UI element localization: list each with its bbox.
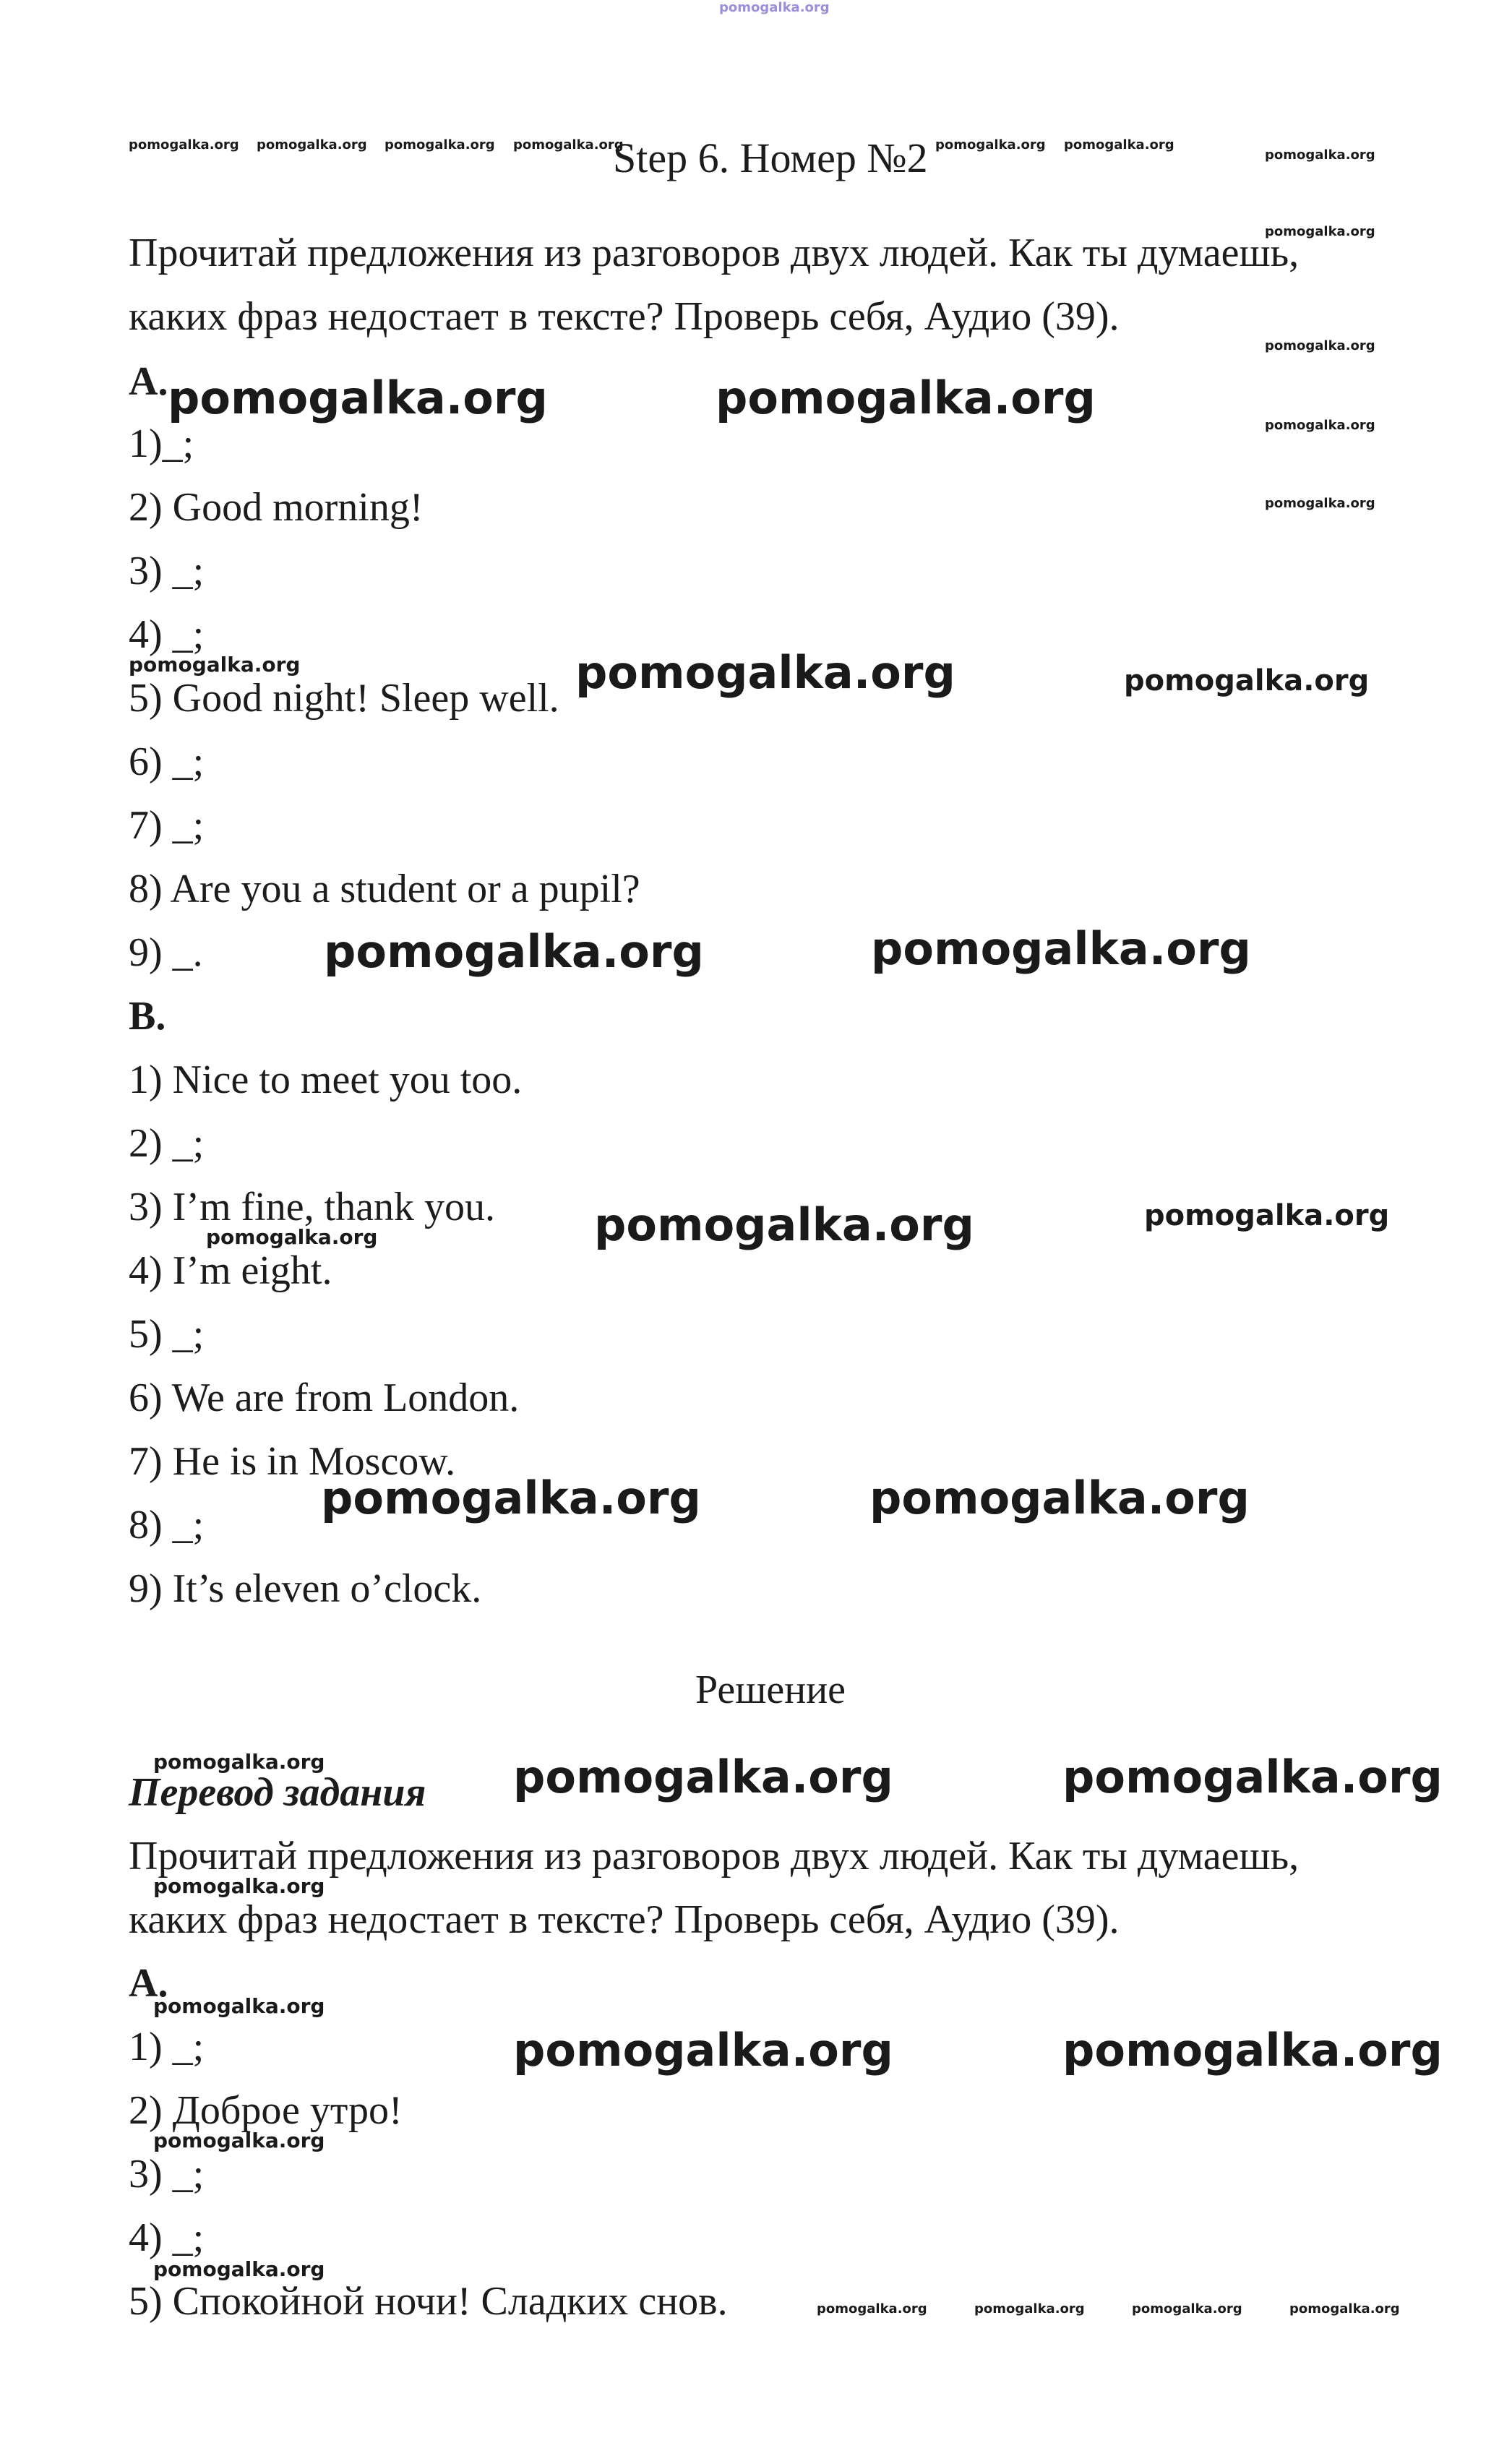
watermark: pomogalka.org (1064, 137, 1174, 153)
watermark: pomogalka.org (1265, 224, 1375, 239)
watermark: pomogalka.org (1265, 496, 1375, 511)
watermark: pomogalka.org (153, 1994, 325, 2018)
list-item: 4) _; (129, 2215, 205, 2260)
list-item: 1) Nice to meet you too. (129, 1057, 523, 1102)
watermark: pomogalka.org (153, 1750, 325, 1774)
watermark: pomogalka.org (871, 922, 1251, 975)
watermark: pomogalka.org (974, 2301, 1085, 2317)
section-a-label: A. (129, 359, 168, 404)
watermark: pomogalka.org (385, 137, 495, 153)
list-item: 4) _; (129, 612, 205, 657)
watermark: pomogalka.org (513, 2024, 893, 2077)
watermark: pomogalka.org (324, 925, 704, 978)
watermark: pomogalka.org (1265, 418, 1375, 433)
watermark: pomogalka.org (1062, 2024, 1443, 2077)
watermark: pomogalka.org (513, 137, 624, 153)
watermark: pomogalka.org (153, 2129, 325, 2152)
watermark: pomogalka.org (1265, 147, 1375, 163)
watermark: pomogalka.org (129, 137, 239, 153)
list-item: 2) _; (129, 1121, 205, 1166)
translation-section-a-label: A. (129, 1961, 168, 2006)
list-item: 9) It’s eleven o’clock. (129, 1566, 482, 1611)
list-item: 4) I’m eight. (129, 1248, 332, 1293)
page-title: Step 6. Номер №2 (613, 134, 928, 181)
list-item: 6) _; (129, 739, 205, 784)
top-watermark: pomogalka.org (719, 0, 830, 15)
watermark: pomogalka.org (817, 2301, 927, 2317)
list-item: 9) _. (129, 930, 203, 975)
watermark: pomogalka.org (1124, 664, 1370, 697)
watermark: pomogalka.org (513, 1751, 893, 1803)
list-item: 3) _; (129, 549, 205, 593)
watermark: pomogalka.org (153, 2257, 325, 2281)
watermark: pomogalka.org (206, 1225, 378, 1249)
list-item: 5) Good night! Sleep well. (129, 676, 559, 721)
watermark: pomogalka.org (168, 372, 548, 424)
watermark: pomogalka.org (575, 646, 955, 699)
watermark: pomogalka.org (869, 1472, 1250, 1524)
list-item: 5) _; (129, 1312, 205, 1357)
watermark: pomogalka.org (1132, 2301, 1242, 2317)
watermark: pomogalka.org (257, 137, 367, 153)
list-item: 7) _; (129, 803, 205, 848)
list-item: 8) _; (129, 1503, 205, 1547)
list-item: 5) Спокойной ночи! Сладких снов. (129, 2279, 728, 2324)
list-item: 1)_; (129, 421, 194, 466)
list-item: 7) He is in Moscow. (129, 1439, 456, 1484)
translation-heading: Перевод задания (129, 1770, 426, 1815)
list-item: 8) Are you a student or a pupil? (129, 867, 640, 911)
watermark: pomogalka.org (594, 1198, 974, 1251)
watermark: pomogalka.org (321, 1472, 701, 1524)
watermark: pomogalka.org (1062, 1751, 1443, 1803)
list-item: 2) Доброе утро! (129, 2088, 403, 2133)
watermark: pomogalka.org (716, 372, 1096, 424)
list-item: 3) _; (129, 2152, 205, 2197)
watermark: pomogalka.org (935, 137, 1046, 153)
task-line-2: каких фраз недостает в тексте? Проверь себя, Аудио (39). (129, 294, 1120, 339)
list-item: 3) I’m fine, thank you. (129, 1185, 495, 1229)
section-b-label: B. (129, 994, 166, 1039)
translation-line-1: Прочитай предложения из разговоров двух людей. Как ты думаешь, (129, 1834, 1300, 1879)
task-line-1: Прочитай предложения из разговоров двух людей. Как ты думаешь, (129, 231, 1300, 275)
solution-title: Решение (695, 1667, 846, 1712)
list-item: 1) _; (129, 2025, 205, 2069)
list-item: 2) Good morning! (129, 485, 424, 530)
list-item: 6) We are from London. (129, 1375, 520, 1420)
watermark: pomogalka.org (1265, 338, 1375, 353)
watermark: pomogalka.org (153, 1874, 325, 1898)
watermark: pomogalka.org (1144, 1199, 1390, 1232)
watermark: pomogalka.org (1289, 2301, 1400, 2317)
watermark: pomogalka.org (129, 653, 301, 677)
translation-line-2: каких фраз недостает в тексте? Проверь себя, Аудио (39). (129, 1897, 1120, 1942)
